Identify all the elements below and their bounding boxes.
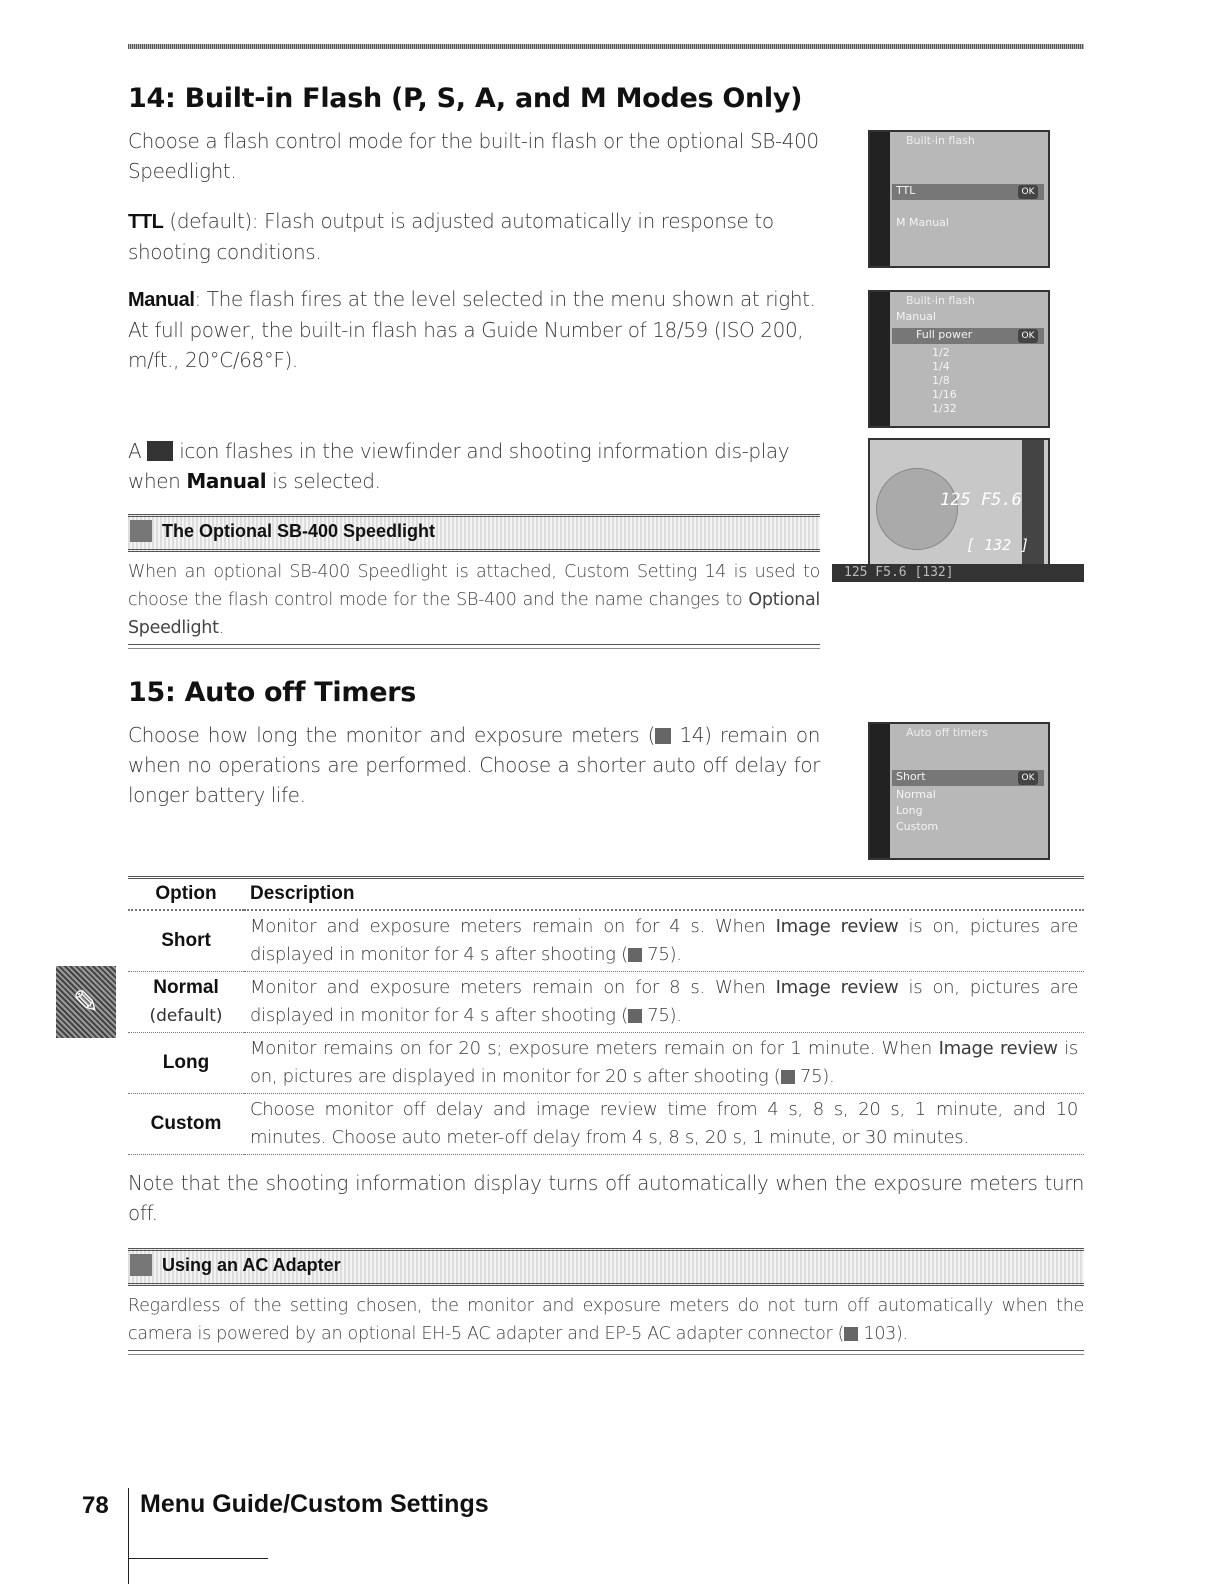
icon-end: is selected. bbox=[266, 469, 381, 493]
table-row bbox=[128, 1094, 1084, 1155]
page-ref-icon bbox=[844, 1327, 858, 1341]
built-in-flash-screen bbox=[868, 130, 1050, 268]
viewfinder-bar: 125 F5.6 [132] bbox=[832, 564, 1084, 582]
screen-subtitle: Manual bbox=[896, 310, 936, 323]
note-ac-adapter-body: Regardless of the setting chosen, the monitor and exposure meters do not turn off automatically when the camera is powered by an optional EH-5 AC adapter and EP-5 AC adapter connector ( 103). bbox=[128, 1296, 1084, 1344]
note-ac-adapter-header bbox=[128, 1248, 1084, 1286]
note-rule bbox=[128, 1350, 1084, 1355]
options-table bbox=[128, 876, 1084, 1155]
column-header-description: Description bbox=[244, 878, 1084, 911]
screen-row: Short OK bbox=[892, 770, 1044, 786]
section-15-intro: Choose how long the monitor and exposure meters ( 14) remain on when no operations are performed. Choose a shorter auto off delay for longer battery life. bbox=[128, 723, 820, 807]
frame-count: [ 132 ] bbox=[966, 536, 1030, 554]
screen-title: Auto off timers bbox=[906, 726, 988, 739]
note-sb400-body: When an optional SB-400 Speedlight is attached, Custom Setting 14 is used to choose the flash control mode for the SB-400 and the name changes to Optional Speedlight. bbox=[128, 562, 820, 638]
page-number: 78 bbox=[82, 1492, 109, 1519]
table-row bbox=[128, 972, 1084, 1033]
screen-row: 1/4 bbox=[932, 360, 950, 373]
page-ref-icon bbox=[628, 1009, 642, 1023]
footer-separator bbox=[128, 1488, 129, 1584]
note-rule bbox=[128, 644, 820, 649]
table-row bbox=[128, 910, 1084, 972]
screen-row: Normal bbox=[896, 788, 936, 801]
screen-title: Built-in flash bbox=[906, 134, 975, 147]
ttl-text: (default): Flash output is adjusted automatically in response to shooting conditions. bbox=[128, 209, 774, 264]
ok-icon: OK bbox=[1018, 771, 1038, 785]
screen-row: 1/16 bbox=[932, 388, 957, 401]
shooting-info-display bbox=[868, 438, 1050, 566]
note-icon bbox=[130, 1254, 152, 1276]
footer-rule bbox=[128, 1558, 268, 1559]
screen-title: Built-in flash bbox=[906, 294, 975, 307]
flash-comp-icon bbox=[147, 441, 173, 461]
icon-post: icon flashes in the viewfinder and shooting information dis-play when bbox=[128, 439, 790, 493]
screen-row: 1/2 bbox=[932, 346, 950, 359]
option-name: Long bbox=[128, 1033, 244, 1094]
manual-paragraph bbox=[128, 284, 820, 375]
screen-row: 1/32 bbox=[932, 402, 957, 415]
option-name: Normal (default) bbox=[128, 972, 244, 1033]
table-row bbox=[128, 1033, 1084, 1094]
page-ref-icon bbox=[781, 1070, 795, 1084]
note-sb400-header bbox=[128, 514, 820, 552]
option-name: Short bbox=[128, 910, 244, 972]
manual-flash-screen bbox=[868, 290, 1050, 428]
screen-row: TTL OK bbox=[892, 184, 1044, 200]
ok-icon: OK bbox=[1018, 185, 1038, 199]
option-description: Monitor remains on for 20 s; exposure meters remain on for 1 minute. When Image review is on, pictures are displayed in monitor for 20 s after shooting ( 75). bbox=[244, 1033, 1084, 1094]
option-description: Monitor and exposure meters remain on for 8 s. When Image review is on, pictures are displayed in monitor for 4 s after shooting ( 75). bbox=[244, 972, 1084, 1033]
option-name: Custom bbox=[128, 1094, 244, 1155]
screen-row: Long bbox=[896, 804, 923, 817]
top-rule bbox=[128, 44, 1084, 49]
option-description: Monitor and exposure meters remain on for 4 s. When Image review is on, pictures are displayed in monitor for 4 s after shooting ( 75). bbox=[244, 910, 1084, 972]
screen-row: Custom bbox=[896, 820, 939, 833]
section-14-intro: Choose a flash control mode for the built-in flash or the optional SB-400 Speedlight. bbox=[128, 129, 819, 183]
note-sb400-title: The Optional SB-400 Speedlight bbox=[162, 521, 436, 541]
icon-paragraph bbox=[128, 436, 820, 496]
pencil-icon: ✎ bbox=[56, 966, 116, 1038]
screen-row: 1/8 bbox=[932, 374, 950, 387]
exposure-readout: 125 F5.6 bbox=[940, 490, 1022, 510]
screen-row: Full power OK bbox=[892, 328, 1044, 344]
manual-term: Manual bbox=[128, 289, 195, 311]
note-icon bbox=[130, 520, 152, 542]
note-ac-adapter-title: Using an AC Adapter bbox=[162, 1255, 341, 1275]
screen-row: M Manual bbox=[896, 216, 949, 229]
after-table-text: Note that the shooting information display turns off automatically when the exposure meters turn off. bbox=[128, 1171, 1084, 1225]
page-ref-icon bbox=[628, 948, 642, 962]
icon-pre: A bbox=[128, 439, 148, 463]
page-ref-icon bbox=[655, 728, 671, 744]
icon-bold: Manual bbox=[186, 469, 267, 493]
option-description: Choose monitor off delay and image review time from 4 s, 8 s, 20 s, 1 minute, and 10 minutes. Choose auto meter-off delay from 4 s, 8 s, 20 s, 1 minute, or 30 minutes. bbox=[244, 1094, 1084, 1155]
auto-off-timers-screen bbox=[868, 722, 1050, 860]
section-15-heading: 15: Auto off Timers bbox=[128, 677, 416, 708]
ok-icon: OK bbox=[1018, 329, 1038, 343]
section-14-heading: 14: Built-in Flash (P, S, A, and M Modes Only) bbox=[128, 83, 803, 114]
ttl-paragraph bbox=[128, 206, 820, 267]
manual-text: : The flash fires at the level selected in the menu shown at right. At full power, the built-in flash has a Guide Number of 18/59 (ISO 200, m/ft., 20°C/68°F). bbox=[128, 287, 816, 372]
footer-title: Menu Guide/Custom Settings bbox=[140, 1490, 489, 1518]
ttl-term: TTL bbox=[128, 211, 164, 233]
optional-speedlight-term: Optional Speedlight bbox=[128, 590, 820, 638]
column-header-option: Option bbox=[128, 878, 244, 911]
